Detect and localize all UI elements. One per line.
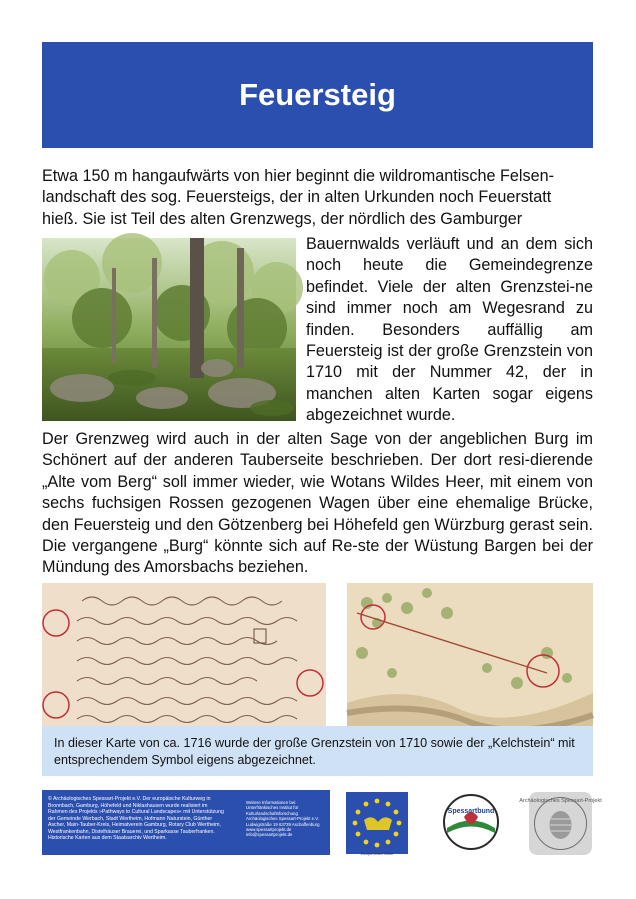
eu-stars-logo-icon bbox=[346, 792, 408, 854]
page-title: Feuersteig bbox=[239, 77, 396, 112]
intro-paragraph bbox=[42, 166, 593, 230]
image-caption: In dieser Karte von ca. 1716 wurde der große Grenzstein von 1710 sowie der „Kelchstein“ mit entsprechendem Symbol eigens abgezeichnet. bbox=[42, 726, 593, 776]
side-paragraph: Bauernwalds verläuft und an dem sich noch heute die Gemeindegrenze befindet. Viele der alten Grenzstei-ne sind immer noch am Wegesrand zu finden. Besonders auffällig am Feuersteig ist der große Grenzstein von 1710 mit der Nummer 42, der in manchen alten Karten sogar eigens abgezeichnet wurde. bbox=[306, 235, 593, 425]
arch-logo-text: Archäologisches Spessart-Projekt bbox=[519, 798, 602, 804]
spessart-logo-text: Spessartbund bbox=[447, 808, 495, 815]
title-banner bbox=[42, 42, 593, 148]
intro-line-2: landschaft des sog. Feuersteigs, der in alten Urkunden noch Feuerstatt bbox=[42, 188, 552, 207]
historic-map-image bbox=[347, 583, 593, 726]
footer-credits: © Archäologisches Spessart-Projekt e.V. Der europäische Kulturweg in Bronnbach, Gamburg, Höhefeld und Niklashausen wurde realisiert im Rahmen des Projekts »Pathways to Cultural Landscapes« mit Unterstützung der Gemeinde Werbach, Stadt Wertheim, Hofmann Naturstein, Günther Ascher, Main-Tauber-Kreis, Heimatverein Gamburg, Rotary Club Wertheim, Westfrankenbahn, Distelhäuser Brauerei, und Sparkasse Tauberfranken. Historische Karten aus dem Staatsarchiv Wertheim. bbox=[48, 796, 224, 841]
arch-spessart-logo-icon bbox=[519, 792, 602, 855]
historic-manuscript-image bbox=[42, 583, 326, 726]
intro-line-1: Etwa 150 m hangaufwärts von hier beginnt die wildromantische Felsen- bbox=[42, 167, 554, 185]
legend-paragraph: Der Grenzweg wird auch in der alten Sage von der angeblichen Burg im Schönert auf der anderen Tauberseite beschrieben. Der dort resi-dierende „Alte vom Berg“ soll immer wieder, wie Wotans Wildes Heer, mit einem von sechs fuchsigen Rossen gezogenen Wagen über eine ehemalige Brücke, den Feuersteig und den Götzenberg bei Höhefeld gen Würzburg gerast sein. Die vergangene „Burg“ könnte sich auf Re-ste der Wüstung Bargen bei der Mündung des Amorsbachs beziehen. bbox=[42, 430, 593, 577]
eu-caption: Europa fördert Kultur bbox=[360, 852, 394, 856]
intro-line-3: hieß. Sie ist Teil des alten Grenzwegs, der nördlich des Gamburger bbox=[42, 209, 523, 228]
forest-photo bbox=[42, 238, 296, 421]
spessartbund-logo-icon bbox=[442, 793, 500, 851]
footer-credits-box bbox=[42, 790, 330, 855]
footer-contact: Weitere Informationen bei: Unterfränkisches Institut für Kulturlandschaftsforschung Archäologisches Spessart-Projekt e.V. Ludwigstraße 19 63739 Aschaffenburg www.spessartprojekt.de info@spessartprojekt.de bbox=[246, 800, 320, 838]
